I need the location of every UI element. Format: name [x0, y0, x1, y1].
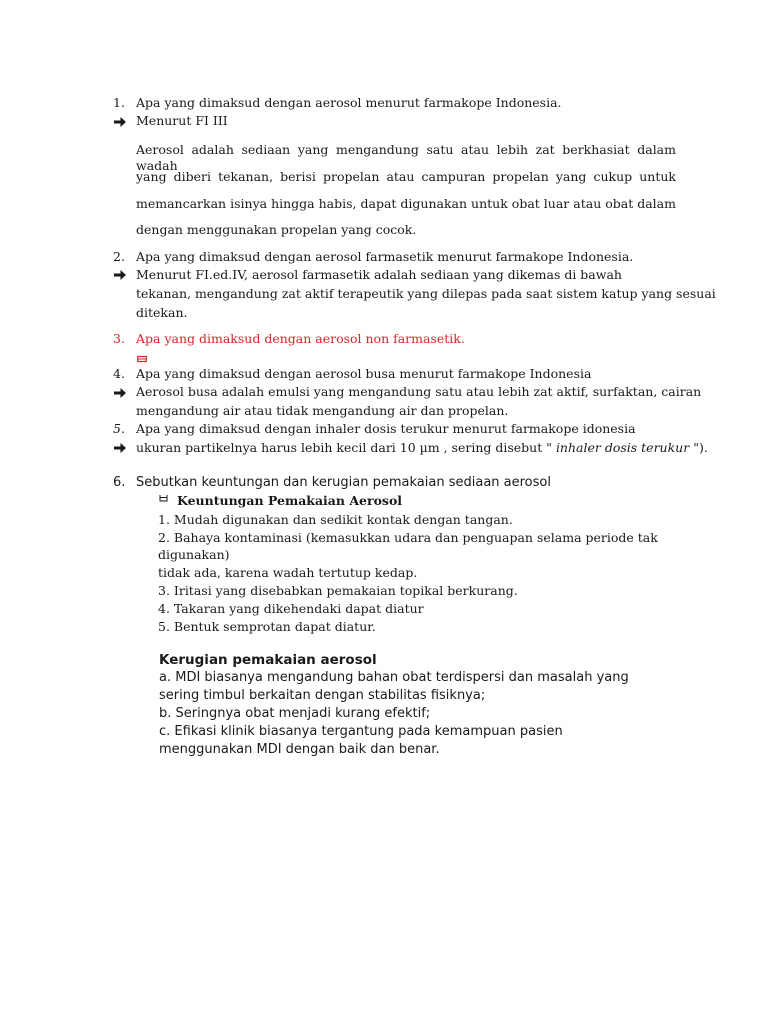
- kerugian-title: Kerugian pemakaian aerosol: [159, 652, 377, 668]
- keuntungan-item: 1. Mudah digunakan dan sedikit kontak dengan tangan.: [158, 512, 513, 527]
- q4-number: 4.: [113, 366, 125, 381]
- q1-answer-line: memancarkan isinya hingga habis, dapat digunakan untuk obat luar atau obat dalam: [136, 196, 676, 211]
- q5-answer-post: ").: [689, 440, 708, 455]
- keuntungan-title: Keuntungan Pemakaian Aerosol: [177, 493, 403, 508]
- q3-number: 3.: [113, 331, 125, 346]
- keuntungan-item: 4. Takaran yang dikehendaki dapat diatur: [158, 601, 424, 616]
- q1-answer-line: dengan menggunakan propelan yang cocok.: [136, 222, 417, 237]
- q1-answer-line: Aerosol adalah sediaan yang mengandung satu atau lebih zat berkhasiat dalam wadah: [136, 142, 676, 173]
- keuntungan-item: digunakan): [158, 547, 230, 562]
- q3-question: Apa yang dimaksud dengan aerosol non farmasetik.: [136, 331, 465, 346]
- q1-answer-line: yang diberi tekanan, berisi propelan atau campuran propelan yang cukup untuk: [136, 169, 676, 184]
- q2-answer-line: ditekan.: [136, 305, 188, 320]
- right-arrow-icon: [113, 442, 127, 454]
- right-arrow-icon: [113, 116, 127, 128]
- q1-number: 1.: [113, 95, 125, 110]
- q6-number: 6.: [113, 475, 126, 490]
- q5-answer: [136, 440, 708, 456]
- q2-answer-line: Menurut FI.ed.IV, aerosol farmasetik adalah sediaan yang dikemas di bawah: [136, 267, 622, 282]
- bullet-marker-icon: [159, 494, 168, 502]
- q5-answer-italic: inhaler dosis terukur: [555, 440, 690, 455]
- keuntungan-item: 5. Bentuk semprotan dapat diatur.: [158, 619, 376, 634]
- q5-question: Apa yang dimaksud dengan inhaler dosis terukur menurut farmakope idonesia: [136, 421, 636, 436]
- kerugian-item: b. Seringnya obat menjadi kurang efektif;: [159, 706, 431, 721]
- right-arrow-icon: [113, 387, 127, 399]
- q2-question: Apa yang dimaksud dengan aerosol farmasetik menurut farmakope Indonesia.: [136, 249, 634, 264]
- keuntungan-item: 3. Iritasi yang disebabkan pemakaian topikal berkurang.: [158, 583, 518, 598]
- q5-answer-pre: ukuran partikelnya harus lebih kecil dari 10 µm , sering disebut ": [136, 440, 556, 455]
- keuntungan-item: tidak ada, karena wadah tertutup kedap.: [158, 565, 418, 580]
- kerugian-item: menggunakan MDI dengan baik dan benar.: [159, 742, 440, 757]
- q4-answer-line: mengandung air atau tidak mengandung air dan propelan.: [136, 403, 509, 418]
- q2-number: 2.: [113, 249, 125, 264]
- q4-answer-line: Aerosol busa adalah emulsi yang mengandung satu atau lebih zat aktif, surfaktan, cairan: [136, 384, 702, 399]
- q6-question: Sebutkan keuntungan dan kerugian pemakaian sediaan aerosol: [136, 475, 551, 490]
- kerugian-item: a. MDI biasanya mengandung bahan obat terdispersi dan masalah yang: [159, 670, 629, 685]
- q4-question: Apa yang dimaksud dengan aerosol busa menurut farmakope Indonesia: [136, 366, 592, 381]
- kerugian-item: c. Efikasi klinik biasanya tergantung pada kemampuan pasien: [159, 724, 563, 739]
- q1-question: Apa yang dimaksud dengan aerosol menurut farmakope Indonesia.: [136, 95, 562, 110]
- kerugian-item: sering timbul berkaitan dengan stabilitas fisiknya;: [159, 688, 486, 703]
- right-arrow-icon: [113, 269, 127, 281]
- q5-number: 5.: [113, 421, 125, 436]
- anchor-marker-icon: [137, 355, 147, 363]
- keuntungan-item: 2. Bahaya kontaminasi (kemasukkan udara dan penguapan selama periode tak: [158, 530, 658, 545]
- q1-source: Menurut FI III: [136, 113, 228, 128]
- q2-answer-line: tekanan, mengandung zat aktif terapeutik yang dilepas pada saat sistem katup yang sesuai: [136, 286, 716, 301]
